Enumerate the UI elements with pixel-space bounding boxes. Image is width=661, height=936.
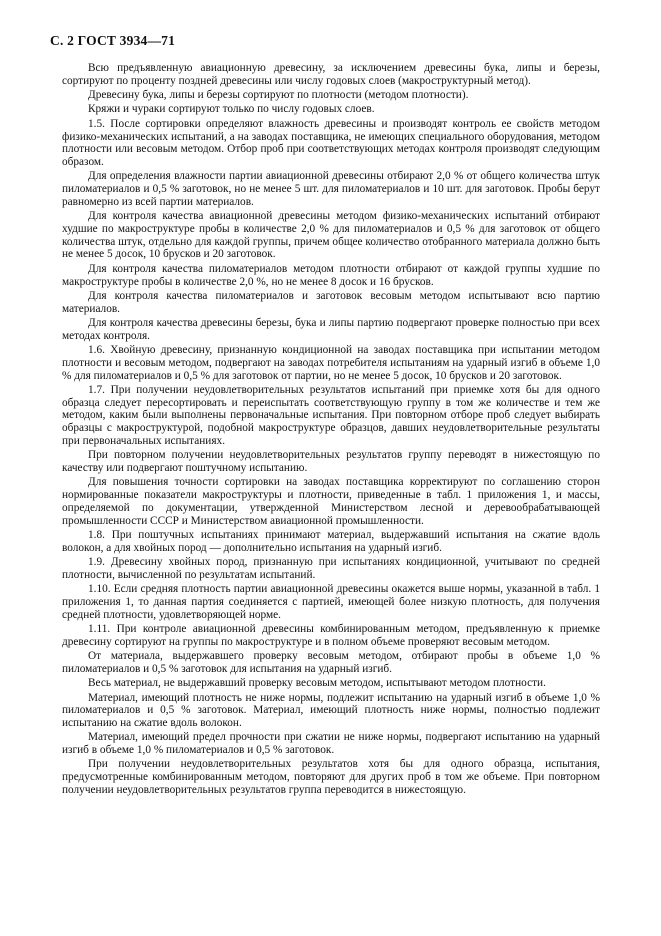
document-body — [62, 62, 600, 798]
paragraph: Для контроля качества пиломатериалов методом плотности отбирают от каждой группы худшие по макроструктуре пробы в количестве 2,0 %, но не менее 8 досок и 16 брусков. — [62, 262, 600, 288]
paragraph: 1.9. Древесину хвойных пород, признанную при испытаниях кондиционной, учитывают по средней плотности, вычисленной по результатам испытаний. — [62, 556, 600, 581]
paragraph: Для определения влажности партии авиационной древесины отбирают 2,0 % от общего количества штук пиломатериалов и 0,5 % заготовок, но не менее 5 шт. для пиломатериалов и 10 шт. для заготовок. Пробы берут равномерно из всей партии материалов. — [62, 170, 600, 208]
paragraph: Весь материал, не выдержавший проверку весовым методом, испытывают методом плотности. — [88, 677, 546, 690]
paragraph: При повторном получении неудовлетворительных результатов группу переводят в нижестоящую по качеству или подвергают поштучному испытанию. — [62, 449, 600, 475]
paragraph: Кряжи и чураки сортируют только по числу годовых слоев. — [88, 103, 375, 116]
paragraph: 1.11. При контроле авиационной древесины комбинированным методом, предъявленную к приемке древесину сортируют на группы по макроструктуре и в полном объеме проверяют весовым методом. — [62, 623, 600, 648]
paragraph: Всю предъявленную авиационную древесину, за исключением древесины бука, липы и березы, сортируют по проценту поздней древесины или числу годовых слоев (макроструктурный метод). — [62, 62, 600, 87]
paragraph: 1.10. Если средняя плотность партии авиационной древесины окажется выше нормы, указанной в табл. 1 приложения 1, то данная партия соединяется с партией, имеющей более низкую плотность, для получения средней плотности, удовлетворяющей норме. — [62, 583, 600, 621]
paragraph: Для контроля качества древесины березы, бука и липы партию подвергают проверке полностью при всех методах контроля. — [62, 317, 600, 342]
paragraph: 1.7. При получении неудовлетворительных результатов испытаний при приемке хотя бы для одного образца следует пересортировать и переиспытать соответствующую группу в том же количестве и тем же методом, каким были выполнены первоначальные испытания. При повторном отборе проб следует выбирать образцы с макроструктурой, подобной макроструктуре образцов, давших неудовлетворительные результаты при первоначальных испытаниях. — [62, 383, 600, 447]
paragraph: 1.6. Хвойную древесину, признанную кондиционной на заводах поставщика при испытании методом плотности и весовым методом, подвергают на заводах потребителя испытаниям на ударный изгиб в объеме 1,0 % для пиломатериалов и 0,5 % для заготовок от партии, но не менее 5 досок, 10 брусков и 20 заготовок. — [62, 344, 600, 382]
paragraph: При получении неудовлетворительных результатов хотя бы для одного образца, испытания, предусмотренные комбинированным методом, повторяют для других проб в том же объеме. При повторном получении неудовлетворительных результатов группа переводится в нижестоящую. — [62, 758, 600, 796]
paragraph: Материал, имеющий предел прочности при сжатии не ниже нормы, подвергают испытанию на ударный изгиб в объеме 1,0 % пиломатериалов и 0,5 % заготовок. — [62, 731, 600, 757]
paragraph: 1.8. При поштучных испытаниях принимают материал, выдержавший испытания на сжатие вдоль волокон, а для хвойных пород — дополнительно испытания на ударный изгиб. — [62, 528, 600, 554]
paragraph: Для контроля качества авиационной древесины методом физико-механических испытаний отбирают худшие по макроструктуре пробы в количестве 2,0 % для пиломатериалов и 0,5 % для заготовок от общего количества штук, отдельно для каждой группы, причем общее количество отобранного материала должно быть не менее 5 досок, 10 брусков и 20 заготовок. — [62, 210, 600, 261]
paragraph: Для контроля качества пиломатериалов и заготовок весовым методом испытывают всю партию материалов. — [62, 289, 600, 315]
page-header: С. 2 ГОСТ 3934—71 — [50, 33, 176, 48]
paragraph: От материала, выдержавшего проверку весовым методом, отбирают пробы в объеме 1,0 % пиломатериалов и 0,5 % заготовок для испытания на ударный изгиб. — [62, 650, 600, 675]
paragraph: 1.5. После сортировки определяют влажность древесины и производят контроль ее свойств методом физико-механических испытаний, а на заводах поставщика, не имеющих специального оборудования, методом плотности или весовым методом. Отбор проб при соответствующих методах контроля производят следующим образом. — [62, 117, 600, 169]
paragraph: Древесину бука, липы и березы сортируют по плотности (методом плотности). — [88, 89, 469, 102]
paragraph: Для повышения точности сортировки на заводах поставщика корректируют по соглашению сторон нормированные показатели макроструктуры и плотности, приведенные в табл. 1 приложения 1, и массы, определяемой по документации, утвержденной Министерством лесной и деревообрабатывающей промышленности СССР и Министерством авиационной промышленности. — [62, 476, 600, 527]
paragraph: Материал, имеющий плотность не ниже нормы, подлежит испытанию на ударный изгиб в объеме 1,0 % пиломатериалов и 0,5 % заготовок. Материал, имеющий плотность ниже нормы, полностью подлежит испытанию на сжатие вдоль волокон. — [62, 691, 600, 730]
